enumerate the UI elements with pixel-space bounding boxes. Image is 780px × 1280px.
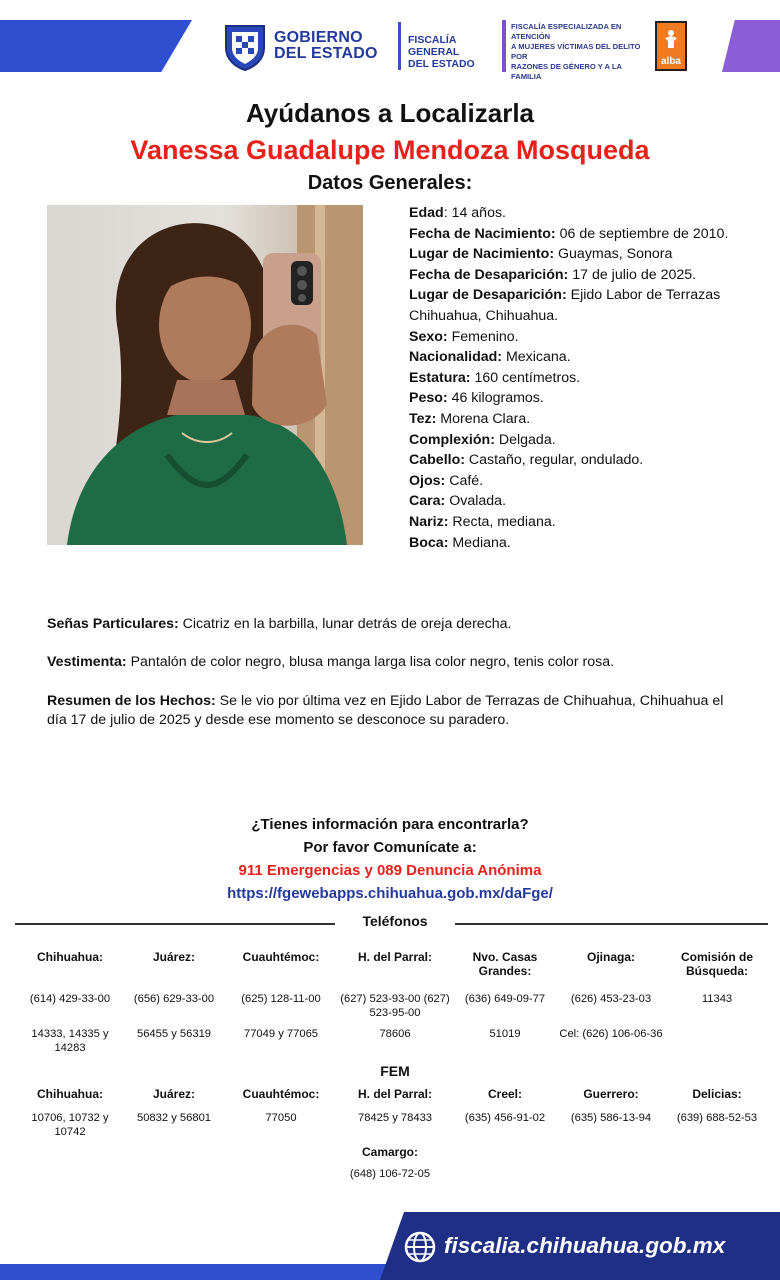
fem-value: (635) 586-13-94 (570, 1112, 652, 1124)
detail-value: : 14 años. (443, 205, 507, 221)
detail-value: Ejido Labor de Terrazas Chihuahua, Chihuahua. (409, 287, 721, 324)
telefonos-extension: 56455 y 56319 (136, 1028, 212, 1040)
detail-value: Café. (445, 472, 484, 489)
section-title: Datos Generales: (307, 172, 473, 194)
detail-label: Sexo: (409, 328, 448, 345)
detail-label: Cabello: (409, 452, 465, 469)
detail-row (409, 512, 749, 533)
details-list (409, 203, 749, 553)
contact-question: ¿Tienes información para encontrarla? (251, 816, 529, 833)
telefonos-extension: 77049 y 77065 (243, 1028, 319, 1040)
gobierno-logo-text (274, 30, 392, 62)
telefonos-header: Chihuahua: (37, 950, 103, 964)
detail-value: 17 de julio de 2025. (568, 266, 697, 283)
detail-label: Complexión: (409, 431, 495, 448)
alba-logo (655, 21, 687, 71)
telefonos-phone: (656) 629-33-00 (133, 993, 215, 1005)
telefonos-extension: 78606 (379, 1028, 411, 1040)
detail-row (409, 533, 749, 554)
detail-label: Fecha de Desaparición: (409, 266, 569, 283)
detail-value: Ovalada. (445, 493, 507, 510)
vestimenta (47, 653, 747, 672)
detail-label: Nacionalidad: (409, 349, 503, 366)
telefonos-header: Cuauhtémoc: (242, 950, 320, 964)
detail-row (409, 368, 749, 389)
telefonos-phone: 11343 (701, 993, 733, 1005)
fem-header: H. del Parral: (357, 1087, 433, 1101)
detail-label: Nariz: (409, 513, 449, 530)
page-title: Ayúdanos a Localizarla (245, 98, 535, 128)
senas-value: Cicatriz en la barbilla, lunar detrás de oreja derecha. (178, 616, 512, 632)
fem-value: 50832 y 56801 (136, 1112, 212, 1124)
vestimenta-label: Vestimenta: (47, 654, 127, 670)
detail-label: Ojos: (409, 472, 446, 489)
divider (398, 22, 401, 70)
telefonos-header: Nvo. Casas Grandes: (472, 950, 538, 978)
detail-row (409, 388, 749, 409)
fem-title: FEM (380, 1063, 410, 1079)
detail-label: Lugar de Desaparición: (409, 287, 567, 304)
resumen-label: Resumen de los Hechos: (47, 693, 216, 709)
person-name: Vanessa Guadalupe Mendoza Mosqueda (130, 135, 650, 165)
fge-logo-text (408, 34, 498, 70)
telefonos-header: Comisión de Búsqueda: (680, 950, 753, 978)
detail-label: Cara: (409, 493, 446, 510)
detail-label: Edad (409, 205, 444, 221)
gob-line1: GOBIERNO (274, 29, 363, 46)
person-photo (47, 205, 363, 545)
detail-row (409, 409, 749, 430)
state-shield-icon (222, 22, 268, 72)
senas-particulares (47, 615, 747, 634)
telefonos-extension: 14333, 14335 y 14283 (31, 1028, 109, 1054)
fem-value: 10706, 10732 y 10742 (31, 1112, 109, 1138)
telefonos-phone: (627) 523-93-00 (627) 523-95-00 (340, 993, 450, 1019)
detail-value: Guaymas, Sonora (554, 246, 673, 263)
detail-label: Peso: (409, 390, 448, 407)
detail-row (409, 244, 749, 265)
fem-line1: FISCALÍA ESPECIALIZADA EN ATENCIÓN (511, 22, 622, 41)
detail-value: 06 de septiembre de 2010. (555, 225, 729, 242)
detail-row (409, 450, 749, 471)
vestimenta-value: Pantalón de color negro, blusa manga larga lisa color negro, tenis color rosa. (126, 654, 615, 670)
detail-label: Boca: (409, 534, 449, 551)
globe-icon (403, 1230, 437, 1264)
alba-text: alba (660, 56, 681, 67)
fem-header: Juárez: (152, 1087, 196, 1101)
fem-header: Delicias: (692, 1087, 742, 1101)
resumen-hechos (47, 692, 747, 730)
telefonos-header: Ojinaga: (586, 950, 635, 964)
divider (502, 20, 506, 72)
fem-header: Creel: (487, 1087, 522, 1101)
detail-label: Fecha de Nacimiento: (409, 225, 556, 242)
detail-row (409, 265, 749, 286)
telefonos-phone: (636) 649-09-77 (464, 993, 546, 1005)
footer-website-link[interactable]: fiscalia.chihuahua.gob.mx (444, 1233, 726, 1258)
fge-line2: DEL ESTADO (408, 58, 475, 70)
telefonos-header: H. del Parral: (357, 950, 433, 964)
fem-header: Guerrero: (583, 1087, 639, 1101)
person-photo-illustration (47, 205, 363, 545)
detail-label: Lugar de Nacimiento: (409, 246, 555, 263)
telefonos-phone: (626) 453-23-03 (570, 993, 652, 1005)
detail-row (409, 203, 749, 224)
detail-label: Estatura: (409, 369, 471, 386)
report-url-link[interactable]: https://fgewebapps.chihuahua.gob.mx/daFge/ (227, 885, 553, 902)
detail-row (409, 327, 749, 348)
gob-line2: DEL ESTADO (274, 45, 378, 62)
detail-value: Femenino. (447, 328, 519, 345)
detail-value: Morena Clara. (436, 410, 531, 427)
emergency-numbers: 911 Emergencias y 089 Denuncia Anónima (238, 862, 542, 879)
detail-row (409, 347, 749, 368)
fem-line2: A MUJERES VÍCTIMAS DEL DELITO POR (511, 42, 641, 61)
header-blue-band (0, 20, 192, 72)
alba-figure-icon (664, 29, 678, 49)
fem-value: 77050 (265, 1112, 297, 1124)
camargo-phone: (648) 106-72-05 (349, 1168, 431, 1180)
telefonos-phone: (625) 128-11-00 (241, 993, 321, 1005)
fem-header: Cuauhtémoc: (242, 1087, 320, 1101)
fem-header: Chihuahua: (37, 1087, 103, 1101)
camargo-label: Camargo: (361, 1145, 418, 1159)
detail-value: Recta, mediana. (448, 513, 556, 530)
divider (455, 923, 768, 925)
detail-value: Delgada. (494, 431, 556, 448)
detail-row (409, 285, 749, 326)
detail-value: 46 kilogramos. (447, 390, 544, 407)
telefonos-phone: (614) 429-33-00 (29, 993, 111, 1005)
detail-row (409, 491, 749, 512)
fge-line1: FISCALÍA GENERAL (408, 34, 460, 58)
divider (15, 923, 335, 925)
fem-value: 78425 y 78433 (357, 1112, 433, 1124)
resumen-value: Se le vio por última vez en Ejido Labor de Terrazas de Chihuahua, Chihuahua el día 17 de julio de 2025 y desde ese momento se desconoce su paradero. (47, 693, 724, 728)
detail-value: Castaño, regular, ondulado. (464, 452, 644, 469)
telefonos-extension: 51019 (489, 1028, 521, 1040)
detail-value: Mediana. (448, 534, 511, 551)
detail-value: 160 centímetros. (470, 369, 581, 386)
senas-label: Señas Particulares: (47, 616, 179, 632)
fem-logo-text (511, 22, 651, 82)
contact-instruction: Por favor Comunícate a: (303, 839, 477, 856)
telefonos-title: Teléfonos (362, 913, 428, 929)
detail-row (409, 224, 749, 245)
detail-value: Mexicana. (502, 349, 571, 366)
header-purple-band (722, 20, 780, 72)
fem-value: (635) 456-91-02 (464, 1112, 546, 1124)
fem-value: (639) 688-52-53 (676, 1112, 758, 1124)
telefonos-header: Juárez: (152, 950, 196, 964)
telefonos-extension: Cel: (626) 106-06-36 (559, 1028, 663, 1040)
detail-row (409, 471, 749, 492)
detail-label: Tez: (409, 410, 437, 427)
fem-line3: RAZONES DE GÉNERO Y A LA FAMILIA (511, 62, 622, 81)
detail-row (409, 430, 749, 451)
